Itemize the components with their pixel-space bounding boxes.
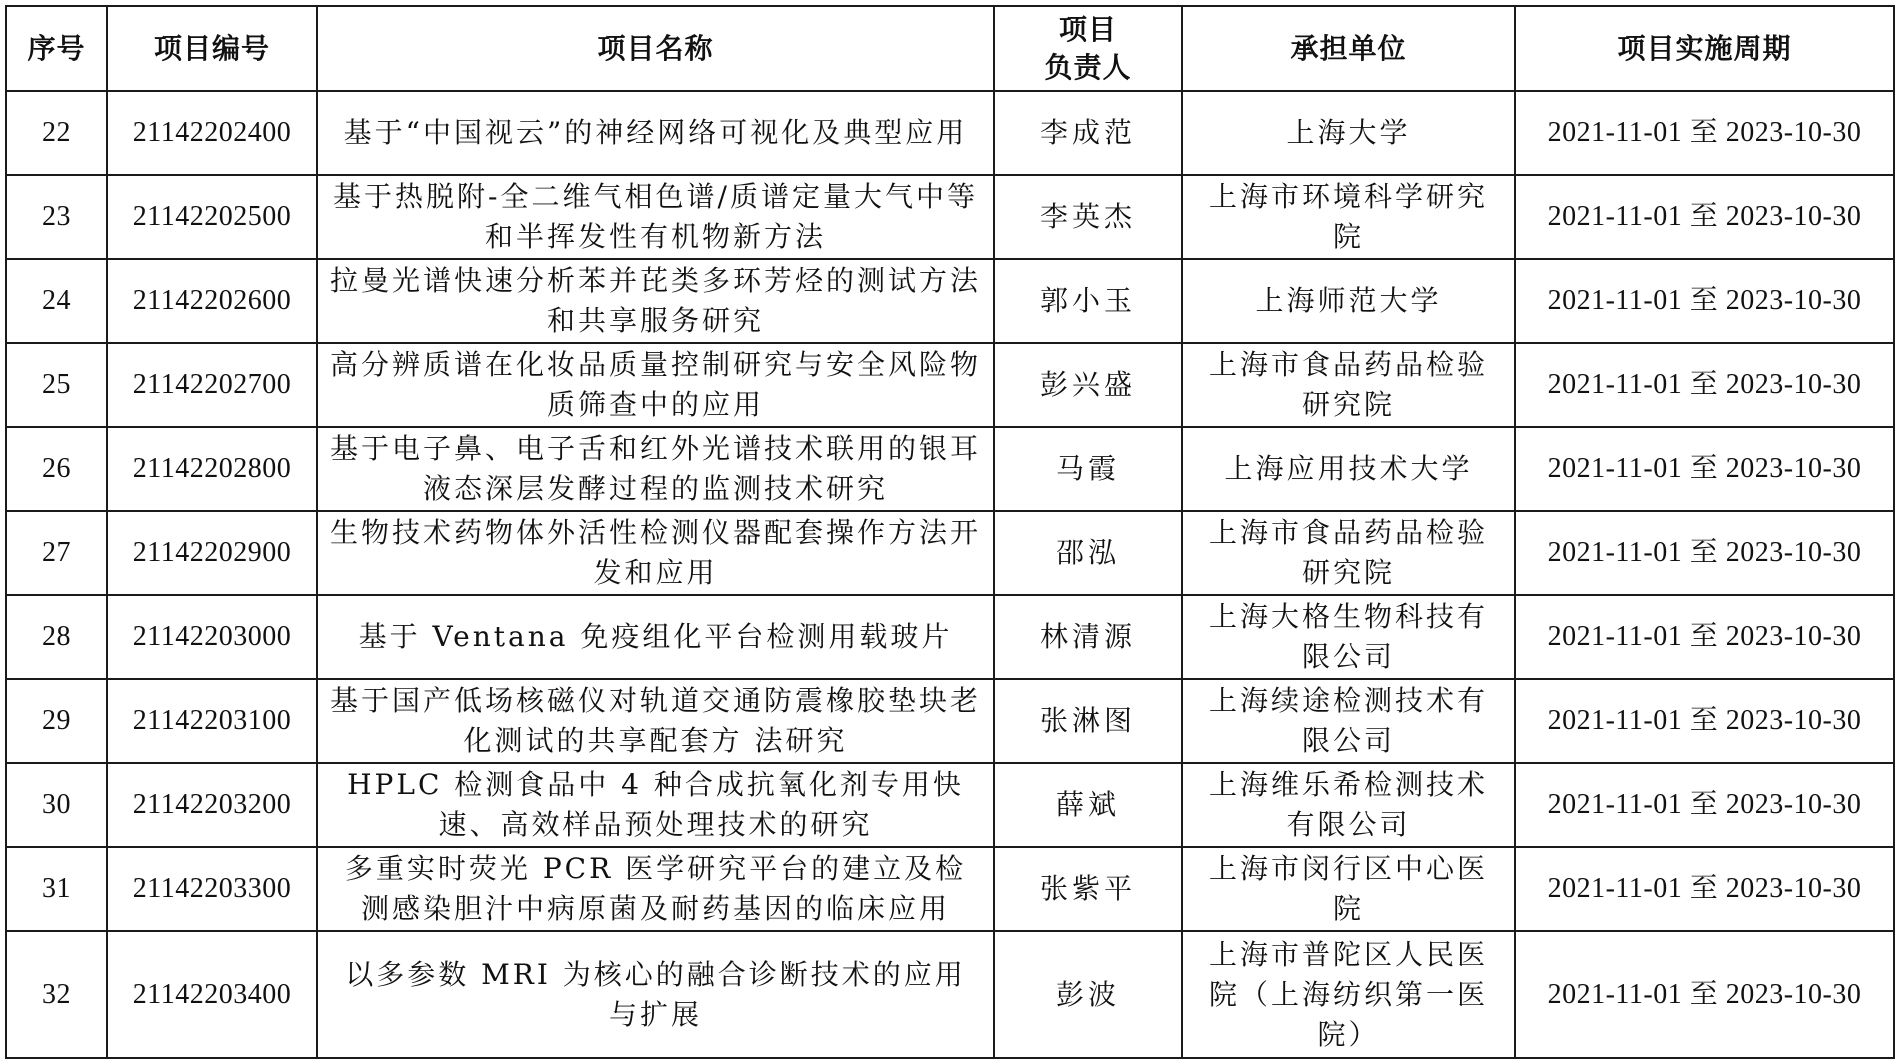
- cell-lead: 林清源: [994, 595, 1182, 679]
- cell-name: 以多参数 MRI 为核心的融合诊断技术的应用与扩展: [317, 931, 994, 1058]
- header-lead-line2: 负责人: [1044, 50, 1132, 84]
- cell-period: 2021-11-01 至 2023-10-30: [1515, 91, 1894, 175]
- cell-org: 上海市普陀区人民医院（上海纺织第一医院）: [1182, 931, 1515, 1058]
- cell-lead: 马霞: [994, 427, 1182, 511]
- cell-code: 21142202600: [107, 259, 317, 343]
- cell-name: 高分辨质谱在化妆品质量控制研究与安全风险物质筛查中的应用: [317, 343, 994, 427]
- cell-seq: 28: [6, 595, 107, 679]
- cell-seq: 29: [6, 679, 107, 763]
- table-row: [6, 595, 1894, 679]
- cell-org: 上海市环境科学研究院: [1182, 175, 1515, 259]
- table-row: [6, 763, 1894, 847]
- cell-name: HPLC 检测食品中 4 种合成抗氧化剂专用快速、高效样品预处理技术的研究: [317, 763, 994, 847]
- cell-org: 上海维乐希检测技术有限公司: [1182, 763, 1515, 847]
- table-row: [6, 847, 1894, 931]
- cell-org: 上海大格生物科技有限公司: [1182, 595, 1515, 679]
- cell-name: 基于 Ventana 免疫组化平台检测用载玻片: [317, 595, 994, 679]
- cell-seq: 25: [6, 343, 107, 427]
- cell-name: 基于热脱附-全二维气相色谱/质谱定量大气中等和半挥发性有机物新方法: [317, 175, 994, 259]
- header-row: [6, 6, 1894, 91]
- header-lead-line1: 项目: [1058, 12, 1117, 46]
- cell-lead: 邵泓: [994, 511, 1182, 595]
- cell-seq: 30: [6, 763, 107, 847]
- table-body: [6, 91, 1894, 1058]
- cell-lead: 彭兴盛: [994, 343, 1182, 427]
- table-row: [6, 511, 1894, 595]
- table-row: [6, 259, 1894, 343]
- cell-period: 2021-11-01 至 2023-10-30: [1515, 847, 1894, 931]
- cell-name: 基于国产低场核磁仪对轨道交通防震橡胶垫块老化测试的共享配套方 法研究: [317, 679, 994, 763]
- cell-code: 21142203100: [107, 679, 317, 763]
- cell-period: 2021-11-01 至 2023-10-30: [1515, 343, 1894, 427]
- table-row: [6, 931, 1894, 1058]
- table-row: [6, 427, 1894, 511]
- cell-seq: 24: [6, 259, 107, 343]
- cell-lead: 张淋图: [994, 679, 1182, 763]
- header-org: 承担单位: [1182, 6, 1515, 91]
- cell-name: 多重实时荧光 PCR 医学研究平台的建立及检测感染胆汁中病原菌及耐药基因的临床应用: [317, 847, 994, 931]
- table-row: [6, 91, 1894, 175]
- cell-org: 上海续途检测技术有限公司: [1182, 679, 1515, 763]
- project-table: [5, 5, 1895, 1059]
- header-seq: 序号: [6, 6, 107, 91]
- cell-seq: 26: [6, 427, 107, 511]
- cell-name: 生物技术药物体外活性检测仪器配套操作方法开发和应用: [317, 511, 994, 595]
- cell-period: 2021-11-01 至 2023-10-30: [1515, 595, 1894, 679]
- header-lead: [994, 6, 1182, 91]
- cell-code: 21142202700: [107, 343, 317, 427]
- cell-period: 2021-11-01 至 2023-10-30: [1515, 511, 1894, 595]
- cell-org: 上海市闵行区中心医院: [1182, 847, 1515, 931]
- cell-lead: 李英杰: [994, 175, 1182, 259]
- cell-code: 21142202400: [107, 91, 317, 175]
- cell-lead: 薛斌: [994, 763, 1182, 847]
- cell-seq: 23: [6, 175, 107, 259]
- cell-code: 21142203200: [107, 763, 317, 847]
- header-name: 项目名称: [317, 6, 994, 91]
- header-period: 项目实施周期: [1515, 6, 1894, 91]
- cell-code: 21142203300: [107, 847, 317, 931]
- cell-org: 上海市食品药品检验研究院: [1182, 343, 1515, 427]
- cell-name: 基于电子鼻、电子舌和红外光谱技术联用的银耳液态深层发酵过程的监测技术研究: [317, 427, 994, 511]
- cell-period: 2021-11-01 至 2023-10-30: [1515, 175, 1894, 259]
- cell-code: 21142202500: [107, 175, 317, 259]
- cell-code: 21142203000: [107, 595, 317, 679]
- cell-org: 上海师范大学: [1182, 259, 1515, 343]
- table-header: [6, 6, 1894, 91]
- cell-name: 拉曼光谱快速分析苯并芘类多环芳烃的测试方法和共享服务研究: [317, 259, 994, 343]
- header-code: 项目编号: [107, 6, 317, 91]
- cell-org: 上海应用技术大学: [1182, 427, 1515, 511]
- cell-code: 21142202900: [107, 511, 317, 595]
- cell-period: 2021-11-01 至 2023-10-30: [1515, 931, 1894, 1058]
- cell-name: 基于“中国视云”的神经网络可视化及典型应用: [317, 91, 994, 175]
- cell-lead: 张紫平: [994, 847, 1182, 931]
- cell-org: 上海市食品药品检验研究院: [1182, 511, 1515, 595]
- cell-org: 上海大学: [1182, 91, 1515, 175]
- cell-period: 2021-11-01 至 2023-10-30: [1515, 427, 1894, 511]
- cell-period: 2021-11-01 至 2023-10-30: [1515, 259, 1894, 343]
- cell-code: 21142203400: [107, 931, 317, 1058]
- cell-period: 2021-11-01 至 2023-10-30: [1515, 679, 1894, 763]
- cell-seq: 31: [6, 847, 107, 931]
- table-row: [6, 679, 1894, 763]
- cell-seq: 27: [6, 511, 107, 595]
- cell-lead: 李成范: [994, 91, 1182, 175]
- table-row: [6, 175, 1894, 259]
- cell-code: 21142202800: [107, 427, 317, 511]
- table-row: [6, 343, 1894, 427]
- cell-seq: 32: [6, 931, 107, 1058]
- cell-lead: 郭小玉: [994, 259, 1182, 343]
- cell-period: 2021-11-01 至 2023-10-30: [1515, 763, 1894, 847]
- cell-lead: 彭波: [994, 931, 1182, 1058]
- cell-seq: 22: [6, 91, 107, 175]
